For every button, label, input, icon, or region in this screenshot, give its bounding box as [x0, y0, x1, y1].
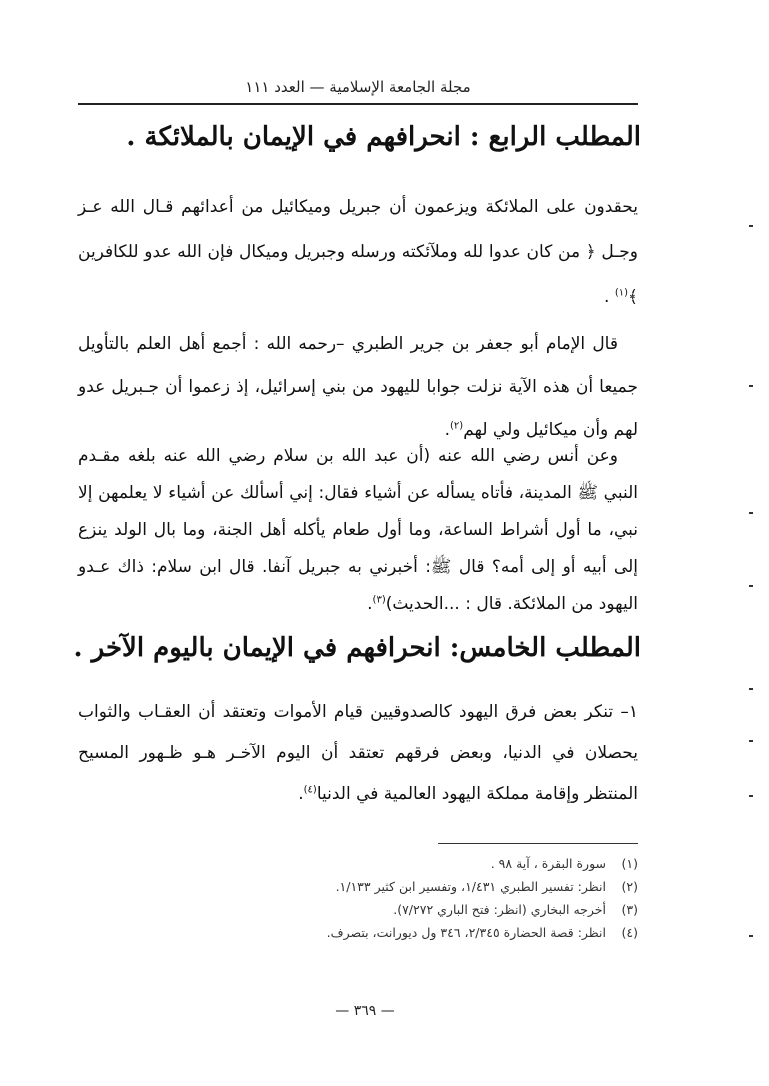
paragraph-text: وعن أنس رضي الله عنه (أن عبد الله بن سلام رضي الله عنه بلغه مقـدم النبي ﷺ المدينة، فأتاه يسأله عن أشياء فقال: إني أسألك عن أشياء لا يعلمهن إلا نبي، ما أول أشراط الساعة، وما أول طعام يأكله أهل الجنة، وما بال الولد ينزع إلى أبيه أو إلى أمه؟ قال ﷺ: أخبرني به جبريل آنفا. قال ابن سلام: ذاك عـدو اليهود من الملائكة. قال : ...الحديث)	[78, 446, 638, 614]
footnote-number: (٤)	[621, 925, 638, 940]
paragraph-text: يحقدون على الملائكة ويزعمون أن جبريل وميكائيل من أعدائهم قـال الله عـز وجـل	[78, 197, 638, 262]
scan-speck	[749, 512, 753, 514]
footnote-text: سورة البقرة ، آية ٩٨ .	[490, 856, 607, 871]
footnote-number: (٣)	[621, 902, 638, 917]
paragraph-hadith	[78, 438, 638, 623]
paragraph-end: .	[444, 420, 451, 440]
paragraph-text: ١– تنكر بعض فرق اليهود كالصدوقيين قيام الأموات وتعتقد أن العقـاب والثواب يحصلان في الدنيا، وبعض فرقهم تعتقد أن اليوم الآخـر هـو ظـهور المسيح المنتظر وإقامة مملكة اليهود العالمية في الدنيا	[78, 702, 638, 804]
footnote	[78, 875, 638, 898]
scan-speck	[749, 795, 753, 797]
paragraph-end: .	[298, 784, 304, 804]
paragraph-angels-intro	[78, 185, 638, 320]
footnote-rule	[438, 843, 638, 844]
scan-speck	[749, 740, 753, 742]
scan-speck	[749, 585, 753, 587]
scan-speck	[749, 935, 753, 937]
footnote-ref: (٤)	[303, 784, 317, 796]
footnote-text: انظر: قصة الحضارة ٢/٣٤٥، ٣٤٦ ول ديورانت، بتصرف.	[326, 925, 607, 940]
footnote-ref: (١)	[614, 287, 629, 299]
paragraph-end: .	[604, 287, 615, 307]
footnote-ref: (٢)	[450, 420, 464, 432]
footnotes	[78, 852, 638, 944]
running-header: مجلة الجامعة الإسلامية — العدد ١١١	[245, 78, 471, 96]
header-rule	[78, 103, 638, 105]
quran-verse: ﴿ من كان عدوا لله وملآئكته ورسله وجبريل وميكال فإن الله عدو للكافرين ﴾	[78, 242, 638, 307]
paragraph-end: .	[367, 594, 373, 614]
footnote-text: انظر: تفسير الطبري ١/٤٣١، وتفسير ابن كثير ١/١٣٣.	[335, 879, 607, 894]
page-number: — ٣٦٩ —	[335, 1003, 395, 1019]
paragraph-text: قال الإمام أبو جعفر بن جرير الطبري –رحمه الله : أجمع أهل العلم بالتأويل جميعا أن هذه الآية نزلت جوابا لليهود من بني إسرائيل، إذ زعموا أن جـبريل عدو لهم وأن ميكائيل ولي لهم	[78, 334, 638, 440]
scan-speck	[749, 225, 753, 227]
paragraph-tabari	[78, 323, 638, 452]
footnote-number: (١)	[621, 856, 638, 871]
footnote	[78, 921, 638, 944]
footnote-number: (٢)	[621, 879, 638, 894]
footnote-text: أخرجه البخاري (انظر: فتح الباري ٧/٢٧٢).	[393, 902, 607, 917]
footnote-ref: (٣)	[372, 594, 386, 606]
section-heading-last-day: المطلب الخامس: انحرافهم في الإيمان باليوم الآخر .	[73, 633, 641, 663]
scan-speck	[749, 688, 753, 690]
scan-speck	[749, 385, 753, 387]
section-heading-angels: المطلب الرابع : انحرافهم في الإيمان بالملائكة .	[126, 122, 641, 152]
footnote	[78, 898, 638, 921]
paragraph-sadducees	[78, 692, 638, 815]
footnote	[78, 852, 638, 875]
